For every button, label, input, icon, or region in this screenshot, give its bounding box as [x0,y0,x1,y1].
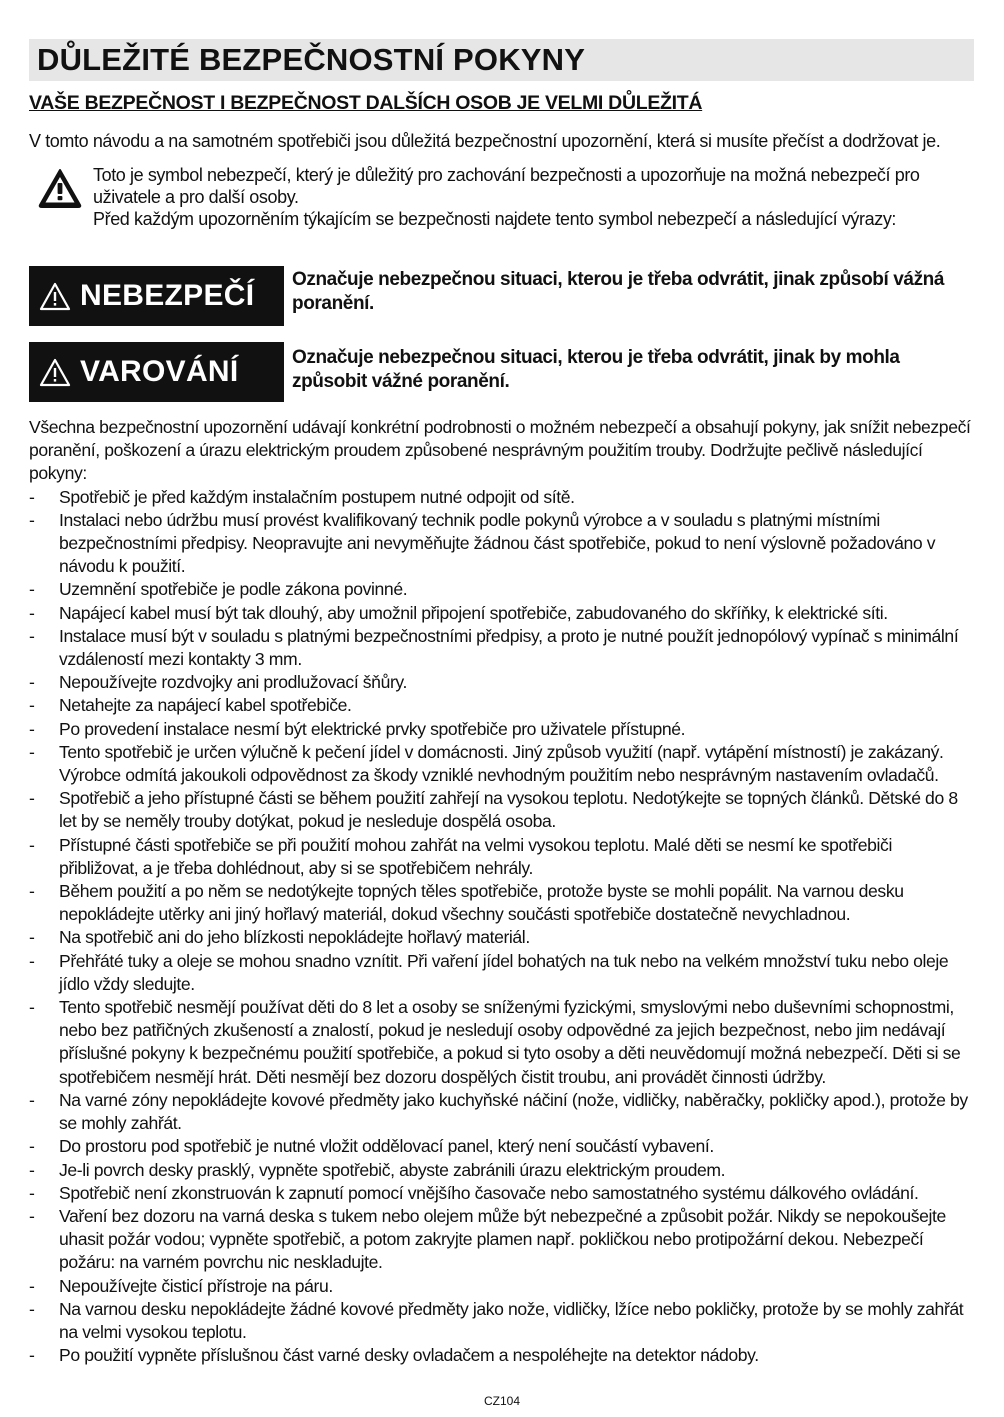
signal-word-warning: VAROVÁNÍ [80,355,239,388]
warning-triangle-icon [39,358,71,387]
list-item-text: Tento spotřebič nesmějí používat děti do 8 let a osoby se sníženými fyzickými, smyslovými nebo duševními schopnostmi, nebo bez patřičných zkušeností a znalostí, pokud je nesledují osoby odpovědné za jejich bezpečnost, nebo jim nedávají příslušné pokyny k bezpečnému použití spotřebiče, a pokud si tyto osoby a děti neuvědomují možná nebezpečí. Děti si se spotřebičem nesmějí hrát. Děti nesmějí bez dozoru dospělých čistit troubu, ani provádět činnosti údržby. [59,997,961,1087]
list-item [29,996,974,1089]
bullet-dash: - [29,695,35,716]
bullet-dash: - [29,509,35,530]
bullet-dash: - [29,1182,35,1203]
list-item-text: Tento spotřebič je určen výlučně k pečení jídel v domácnosti. Jiný způsob využití (např. vytápění místností) je zakázaný. Výrobce odmítá jakoukoli odpovědnost za škody vzniklé nevhodným použitím nebo nesprávným nastavením ovladačů. [59,741,944,786]
list-item-text: Nepoužívejte čisticí přístroje na páru. [59,1275,333,1296]
list-item-text: Netahejte za napájecí kabel spotřebiče. [59,695,352,716]
list-item [29,787,974,833]
list-item [29,741,974,787]
list-item [29,1275,974,1298]
list-item [29,625,974,671]
list-item-text: Vaření bez dozoru na varná deska s tukem nebo olejem může být nebezpečné a způsobit požár. Nikdy se nepokoušejte uhasit požár vodou; vypněte spotřebič, a potom zakryjte plamen např. pokličkou nebo protipožární dekou. Nebezpečí požáru: na varném povrchu nic neskladujte. [59,1205,946,1273]
signal-description-warning: Označuje nebezpečnou situaci, kterou je třeba odvrátit, jinak by mohla způsobit vážné poranění. [292,347,900,392]
list-item-text: Napájecí kabel musí být tak dlouhý, aby umožnil připojení spotřebiče, zabudovaného do skříňky, k elektrické síti. [59,602,888,623]
list-item [29,834,974,880]
list-item-text: Uzemnění spotřebiče je podle zákona povinné. [59,579,408,600]
list-item [29,694,974,717]
list-item-text: Do prostoru pod spotřebič je nutné vložit oddělovací panel, který není součástí vybavení. [59,1136,714,1157]
list-item [29,1344,974,1367]
section-subtitle: VAŠE BEZPEČNOST I BEZPEČNOST DALŠÍCH OSOB JE VELMI DŮLEŽITÁ [29,92,703,114]
list-item-text: Nepoužívejte rozdvojky ani prodlužovací šňůry. [59,672,407,693]
title-bar [29,39,974,81]
warning-triangle-icon [39,282,71,311]
bullet-dash: - [29,625,35,646]
list-item-text: Na spotřebič ani do jeho blízkosti nepokládejte hořlavý materiál. [59,927,530,948]
symbol-line-1: Toto je symbol nebezpečí, který je důležitý pro zachování bezpečnosti a upozorňuje na možná nebezpečí pro uživatele a pro další osoby. [93,165,920,207]
bullet-dash: - [29,1298,35,1319]
bullet-dash: - [29,997,35,1018]
list-item [29,1298,974,1344]
bullet-dash: - [29,718,35,739]
list-item-text: Je-li povrch desky prasklý, vypněte spotřebič, abyste zabránili úrazu elektrickým proudem. [59,1159,726,1180]
intro-paragraph: V tomto návodu a na samotném spotřebiči jsou důležitá bezpečnostní upozornění, která si musíte přečíst a dodržovat je. [29,131,941,151]
list-item [29,486,974,509]
list-item [29,1205,974,1275]
bullet-dash: - [29,1205,35,1226]
bullet-dash: - [29,881,35,902]
bullet-dash: - [29,950,35,971]
list-item [29,1135,974,1158]
list-item-text: Spotřebič a jeho přístupné části se během použití zahřejí na vysokou teplotu. Nedotýkejte se topných článků. Dětské do 8 let by se neměly trouby dotýkat, pokud je nesleduje dospělá osoba. [59,788,958,832]
symbol-line-2: Před každým upozorněním týkajícím se bezpečnosti najdete tento symbol nebezpečí a následující výrazy: [93,209,897,229]
list-item [29,1159,974,1182]
bullet-dash: - [29,834,35,855]
bullet-dash: - [29,1275,35,1296]
list-item [29,950,974,996]
signal-box-warning [29,342,284,402]
list-item-text: Přehřáté tuky a oleje se mohou snadno vznítit. Při vaření jídel bohatých na tuk nebo na velkém množství tuku nebo oleje jídlo vždy sledujte. [59,950,949,994]
signal-word-danger: NEBEZPEČÍ [80,279,255,312]
list-item [29,671,974,694]
list-item-text: Během použití a po něm se nedotýkejte topných těles spotřebiče, protože byste se mohli popálit. Na varnou desku nepokládejte utěrky ani jiný hořlavý materiál, dokud všechny součásti spotřebiče dostatečně nevychladnou. [59,881,904,925]
list-item [29,718,974,741]
list-item-text: Po provedení instalace nesmí být elektrické prvky spotřebiče pro uživatele přístupné. [59,718,686,739]
page-code: CZ104 [483,1394,521,1408]
symbol-explanation [93,164,973,230]
instructions-lead: Všechna bezpečnostní upozornění udávají konkrétní podrobnosti o možném nebezpečí a obsahují pokyny, jak snížit nebezpečí poranění, poškození a úrazu elektrickým proudem způsobené nesprávným použitím trouby. Dodržujte pečlivě následující pokyny: [29,417,971,484]
bullet-dash: - [29,741,35,762]
list-item [29,578,974,601]
list-item-text: Na varnou desku nepokládejte žádné kovové předměty jako nože, vidličky, lžíce nebo pokličky, protože by se mohly zahřát na velmi vysokou teplotu. [59,1298,964,1342]
bullet-dash: - [29,788,35,809]
bullet-dash: - [29,486,35,507]
list-item-text: Přístupné části spotřebiče se při použití mohou zahřát na velmi vysokou teplotu. Malé děti se nesmí ke spotřebiči přibližovat, a je třeba dohlédnout, aby si se spotřebičem nehrály. [59,834,892,878]
instruction-list [29,486,974,1368]
bullet-dash: - [29,1136,35,1157]
bullet-dash: - [29,579,35,600]
bullet-dash: - [29,927,35,948]
list-item-text: Spotřebič není zkonstruován k zapnutí pomocí vnějšího časovače nebo samostatného systému dálkového ovládání. [59,1182,919,1203]
signal-description-danger: Označuje nebezpečnou situaci, kterou je třeba odvrátit, jinak způsobí vážná poranění. [292,269,945,314]
list-item-text: Po použití vypněte příslušnou část varné desky ovladačem a nespoléhejte na detektor nádoby. [59,1345,759,1366]
list-item [29,602,974,625]
list-item-text: Spotřebič je před každým instalačním postupem nutné odpojit od sítě. [59,486,575,507]
signal-box-danger [29,266,284,326]
bullet-dash: - [29,1345,35,1366]
list-item [29,926,974,949]
list-item-text: Na varné zóny nepokládejte kovové předměty jako kuchyňské náčiní (nože, vidličky, naběračky, pokličky apod.), protože by se mohly zahřát. [59,1089,968,1134]
page-title: DŮLEŽITÉ BEZPEČNOSTNÍ POKYNY [37,42,586,77]
list-item [29,509,974,579]
list-item-text: Instalaci nebo údržbu musí provést kvalifikovaný technik podle pokynů výrobce a v souladu s platnými místními bezpečnostními předpisy. Neopravujte ani nevyměňujte žádnou část spotřebiče, pokud to není výslovně požadováno v návodu k použití. [59,509,936,577]
bullet-dash: - [29,602,35,623]
list-item-text: Instalace musí být v souladu s platnými bezpečnostními předpisy, a proto je nutné použít jednopólový vypínač s minimální vzdáleností mezi kontakty 3 mm. [59,625,959,670]
safety-instructions [29,416,974,1367]
bullet-dash: - [29,1089,35,1110]
warning-triangle-icon [38,168,82,208]
list-item [29,880,974,926]
bullet-dash: - [29,1159,35,1180]
bullet-dash: - [29,672,35,693]
list-item [29,1182,974,1205]
list-item [29,1089,974,1135]
